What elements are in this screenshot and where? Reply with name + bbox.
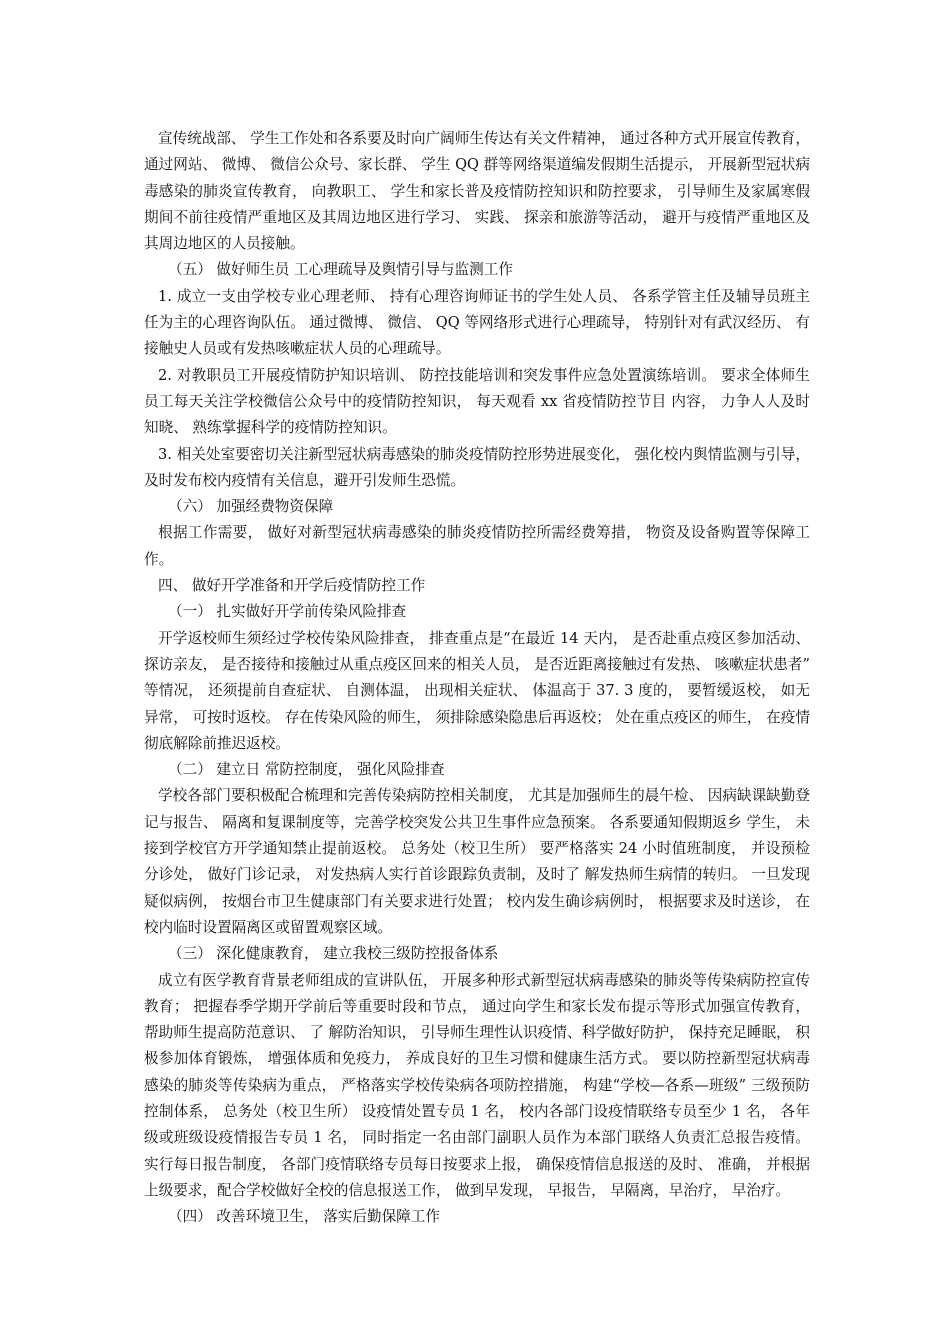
document-page [144,126,810,1230]
section-heading-6: （六） 加强经费物资保障 [168,498,334,516]
paragraph-health-education: 成立有医学教育背景老师组成的宣讲队伍， 开展多种形式新型冠状病毒感染的肺炎等传染病防控宣传教育； 把握春季学期开学前后等重要时段和节点， 通过向学生和家长发布提示等形式加强宣传教育， 帮助师生提高防范意识、 了 解防治知识， 引导师生理性认识疫情、科学做好防护， 保持充足睡眠， 积极参加体育锻炼， 增强体质和免疫力， 养成良好的卫生习惯和健康生活方式。 要以防控新型冠状病毒感染的肺炎等传染病为重点， 严格落实学校传染病各项防控措施， 构建“学校—各系—班级” 三级预防控制体系， 总务处（校卫生所） 设疫情处置专员 1 名， 校内各部门设疫情联络专员至少 1 名， 各年级或班级设疫情报告专员 1 名， 同时指定一名由部门副职人员作为本部门联络人负责汇总报告疫情。 实行每日报告制度， 各部门疫情联络专员每日按要求上报， 确保疫情信息报送的及时、 准确， 并根据上级要求，配合学校做好全校的信息报送工作， 做到早发现， 早报告， 早隔离，早治疗， 早治疗。 [144,971,810,1199]
paragraph-publicity: 宣传统战部、 学生工作处和各系要及时向广阔师生传达有关文件精神， 通过各种方式开展宣传教育， 通过网站、 微博、 微信公众号、家长群、 学生 QQ 群等网络渠道编发假期生活提示， 开展新型冠状病毒感染的肺炎宣传教育， 向教职工、 学生和家长普及疫情防控知识和防控要求， 引导师生及家属寒假期间不前往疫情严重地区及其周边地区进行学习、 实践、 探亲和旅游等活动， 避开与疫情严重地区及其周边地区的人员接触。 [144,130,810,253]
paragraph-prevention-system: 学校各部门要积极配合梳理和完善传染病防控相关制度， 尤其是加强师生的晨午检、 因病缺课缺勤登记与报告、 隔离和复课制度等，完善学校突发公共卫生事件应急预案。 各系要通知假期返乡 学生， 未接到学校官方开学通知禁止提前返校。 总务处（校卫生所） 要严格落实 24 小时值班制度， 并设预检分诊处， 做好门诊记录， 对发热病人实行首诊跟踪负责制，及时了 解发热师生病情的转归。 一旦发现疑似病例， 按烟台市卫生健康部门有关要求进行处置； 校内发生确诊病例时， 根据要求及时送诊， 在校内临时设置隔离区或留置观察区域。 [144,787,810,936]
section-heading-4-2: （二） 建立日 常防控制度， 强化风险排查 [168,761,445,779]
chapter-heading-4: 四、 做好开学准备和开学后疫情防控工作 [158,577,426,595]
paragraph-risk-screening: 开学返校师生须经过学校传染风险排查， 排查重点是“在最近 14 天内， 是否赴重点疫区参加活动、 探访亲友， 是否接待和接触过从重点疫区回来的相关人员， 是否近距离接触过有发热、 咳嗽症状患者” 等情况， 还须提前自查症状、 自测体温， 出现相关症状、 体温高于 37. 3 度的， 要暂缓返校， 如无异常， 可按时返校。 存在传染风险的师生， 须排除感染隐患后再返校； 处在重点疫区的师生， 在疫情彻底解除前推迟返校。 [144,629,810,752]
section-heading-4-3: （三） 深化健康教育， 建立我校三级防控报备体系 [168,945,499,963]
section-heading-4-4: （四） 改善环境卫生， 落实后勤保障工作 [168,1208,440,1226]
paragraph-funding: 根据工作需要， 做好对新型冠状病毒感染的肺炎疫情防控所需经费筹措， 物资及设备购置等保障工作。 [144,524,810,568]
list-item-1: 1. 成立一支由学校专业心理老师、 持有心理咨询师证书的学生处人员、 各系学管主任及辅导员班主任为主的心理咨询队伍。 通过微博、 微信、 QQ 等网络形式进行心理疏导， 特别针对有武汉经历、 有接触史人员或有发热咳嗽症状人员的心理疏导。 [144,287,810,358]
section-heading-5: （五） 做好师生员 工心理疏导及舆情引导与监测工作 [168,261,513,279]
list-item-2: 2. 对教职员工开展疫情防护知识培训、 防控技能培训和突发事件应急处置演练培训。 要求全体师生员工每天关注学校微信公众号中的疫情防控知识， 每天观看 xx 省疫情防控节目 内容， 力争人人及时知晓、 熟练掌握科学的疫情防控知识。 [144,366,810,437]
list-item-3: 3. 相关处室要密切关注新型冠状病毒感染的肺炎疫情防控形势进展变化， 强化校内舆情监测与引导， 及时发布校内疫情有关信息，避开引发师生恐慌。 [144,445,810,489]
section-heading-4-1: （一） 扎实做好开学前传染风险排查 [168,603,407,621]
